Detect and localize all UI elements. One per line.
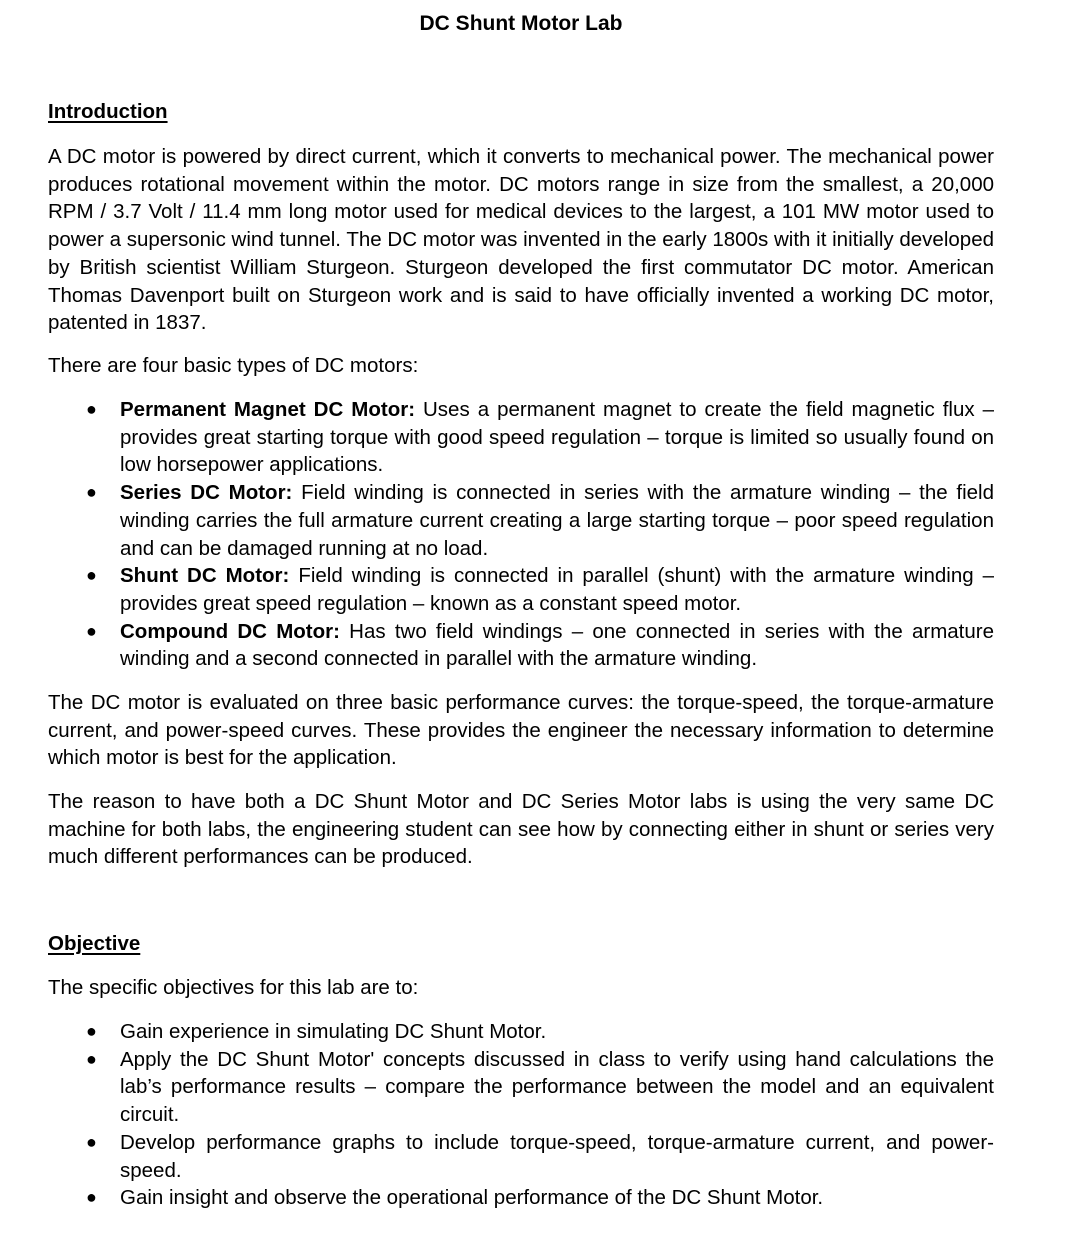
motor-type-description: Field winding is connected in series with the armature winding – the field winding carries the full armature current creating a large starting torque – poor speed regulation and can be damaged running at no load. — [120, 481, 994, 560]
objective-text: Apply the DC Shunt Motor' concepts discussed in class to verify using hand calculations the lab’s performance results – compare the performance between the model and an equivalent circuit. — [120, 1047, 994, 1127]
bullet-icon: ● — [86, 399, 97, 419]
motor-type-term: Permanent Magnet DC Motor: — [120, 398, 416, 421]
objective-text: Develop performance graphs to include torque-speed, torque-armature current, and power-speed. — [120, 1130, 994, 1182]
list-item — [48, 1129, 994, 1184]
motor-type-term: Shunt DC Motor: — [120, 564, 290, 588]
introduction-paragraph-4: The reason to have both a DC Shunt Motor and DC Series Motor labs is using the very same DC machine for both labs, the engineering student can see how by connecting either in shunt or series very much different performances can be produced. — [48, 790, 994, 869]
objective-heading: Objective — [48, 932, 141, 955]
objectives-list — [48, 1018, 994, 1212]
introduction-paragraph-3: The DC motor is evaluated on three basic performance curves: the torque-speed, the torque-armature current, and power-speed curves. These provides the engineer the necessary information to determine which motor is best for the application. — [48, 691, 994, 770]
list-item — [48, 479, 994, 562]
list-item — [48, 562, 994, 617]
bullet-icon: ● — [86, 1021, 97, 1041]
introduction-paragraph-2: There are four basic types of DC motors: — [48, 354, 419, 377]
bullet-icon: ● — [86, 1187, 97, 1208]
list-item — [48, 1046, 994, 1129]
introduction-paragraph-1: A DC motor is powered by direct current, which it converts to mechanical power. The mechanical power produces rotational movement within the motor. DC motors range in size from the smallest, a 20,000 RPM / 3.7 Volt / 11.4 mm long motor used for medical devices to the largest, a 101 MW motor used to power a supersonic wind tunnel. The DC motor was invented in the early 1800s with it initially developed by British scientist William Sturgeon. Sturgeon developed the first commutator DC motor. American Thomas Davenport built on Sturgeon work and is said to have officially invented a working DC motor, patented in 1837. — [48, 145, 994, 335]
motor-type-description: Has two field windings – one connected in series with the armature winding and a second connected in parallel with the armature winding. — [120, 619, 994, 671]
motor-types-list — [48, 396, 994, 673]
objective-text: Gain insight and observe the operational performance of the DC Shunt Motor. — [120, 1186, 824, 1210]
bullet-icon: ● — [86, 1131, 97, 1152]
list-item — [48, 1018, 994, 1046]
bullet-icon: ● — [86, 565, 97, 586]
list-item — [48, 618, 994, 673]
motor-type-description: Field winding is connected in parallel (shunt) with the armature winding – provides great speed regulation – known as a constant speed motor. — [120, 564, 994, 615]
motor-type-term: Series DC Motor: — [120, 481, 293, 505]
objective-intro: The specific objectives for this lab are to: — [48, 976, 419, 999]
bullet-icon: ● — [86, 1048, 97, 1069]
objective-text: Gain experience in simulating DC Shunt Motor. — [120, 1020, 547, 1043]
motor-type-description: Uses a permanent magnet to create the field magnetic flux – provides great starting torque with good speed regulation – torque is limited so usually found on low horsepower applications. — [120, 398, 994, 477]
page-title: DC Shunt Motor Lab — [419, 12, 623, 35]
introduction-heading: Introduction — [48, 100, 168, 123]
list-item — [48, 1184, 994, 1212]
list-item — [48, 396, 994, 479]
bullet-icon: ● — [86, 482, 97, 503]
bullet-icon: ● — [86, 620, 97, 641]
motor-type-term: Compound DC Motor: — [120, 619, 340, 643]
